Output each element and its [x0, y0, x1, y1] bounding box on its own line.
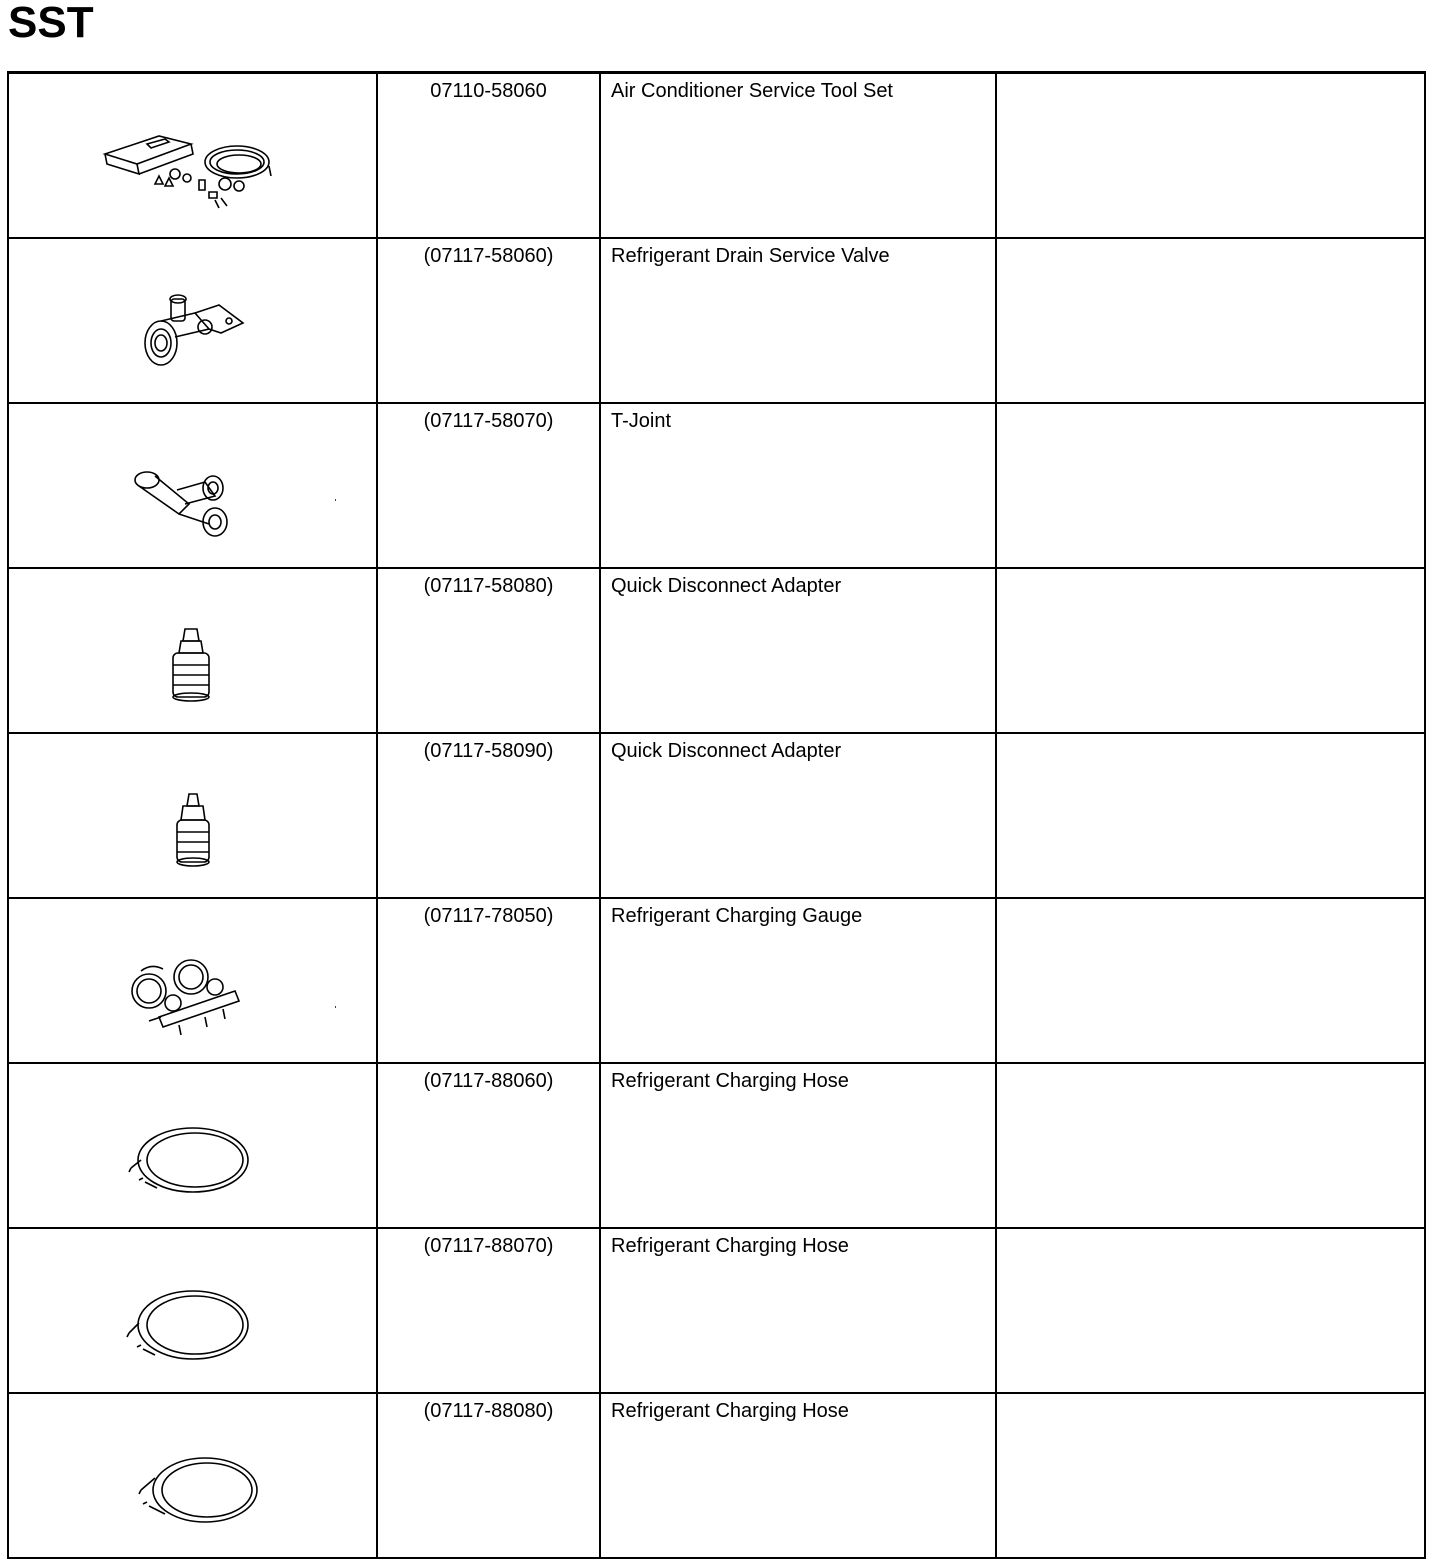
part-number: (07117-58080): [377, 568, 600, 733]
table-row: [8, 238, 1425, 403]
table-row: [8, 73, 1425, 239]
tool-note: [996, 1393, 1425, 1558]
sst-table: [7, 71, 1426, 1559]
part-number: (07117-58060): [377, 238, 600, 403]
tool-illustration-cell: [8, 403, 377, 568]
part-number: (07117-88060): [377, 1063, 600, 1228]
tool-name: Refrigerant Charging Hose: [600, 1393, 996, 1558]
tool-name: Quick Disconnect Adapter: [600, 733, 996, 898]
tool-note: [996, 73, 1425, 239]
tool-note: [996, 1228, 1425, 1393]
tool-note: [996, 403, 1425, 568]
tool-note: [996, 1063, 1425, 1228]
tool-illustration-cell: [8, 73, 377, 239]
tool-name: T-Joint: [600, 403, 996, 568]
tool-illustration-cell: [8, 733, 377, 898]
charging-hose-icon: [9, 1229, 376, 1386]
tool-note: [996, 898, 1425, 1063]
tool-illustration-cell: [8, 1063, 377, 1228]
tool-name: Air Conditioner Service Tool Set: [600, 73, 996, 239]
table-row: [8, 568, 1425, 733]
tool-illustration-cell: [8, 1228, 377, 1393]
part-number: (07117-58090): [377, 733, 600, 898]
tool-name: Refrigerant Charging Gauge: [600, 898, 996, 1063]
part-number: (07117-78050): [377, 898, 600, 1063]
t-joint-icon: [9, 404, 376, 561]
table-row: [8, 733, 1425, 898]
part-number: 07110-58060: [377, 73, 600, 239]
drain-valve-icon: [9, 239, 376, 396]
table-row: [8, 1228, 1425, 1393]
part-number: (07117-58070): [377, 403, 600, 568]
tool-name: Quick Disconnect Adapter: [600, 568, 996, 733]
tool-illustration-cell: [8, 898, 377, 1063]
quick-adapter-icon: [9, 734, 376, 891]
part-number: (07117-88070): [377, 1228, 600, 1393]
table-row: [8, 1063, 1425, 1228]
tool-name: Refrigerant Charging Hose: [600, 1063, 996, 1228]
charging-hose-icon: [9, 1394, 376, 1551]
tool-illustration-cell: [8, 238, 377, 403]
charging-hose-icon: [9, 1064, 376, 1221]
tool-set-case-icon: [9, 74, 376, 231]
quick-adapter-icon: [9, 569, 376, 726]
tool-note: [996, 238, 1425, 403]
charging-gauge-icon: [9, 899, 376, 1056]
tool-name: Refrigerant Drain Service Valve: [600, 238, 996, 403]
table-row: [8, 898, 1425, 1063]
tool-name: Refrigerant Charging Hose: [600, 1228, 996, 1393]
tool-illustration-cell: [8, 1393, 377, 1558]
page-title: SST: [8, 0, 94, 47]
tool-note: [996, 568, 1425, 733]
part-number: (07117-88080): [377, 1393, 600, 1558]
table-row: [8, 403, 1425, 568]
table-row: [8, 1393, 1425, 1558]
tool-note: [996, 733, 1425, 898]
tool-illustration-cell: [8, 568, 377, 733]
